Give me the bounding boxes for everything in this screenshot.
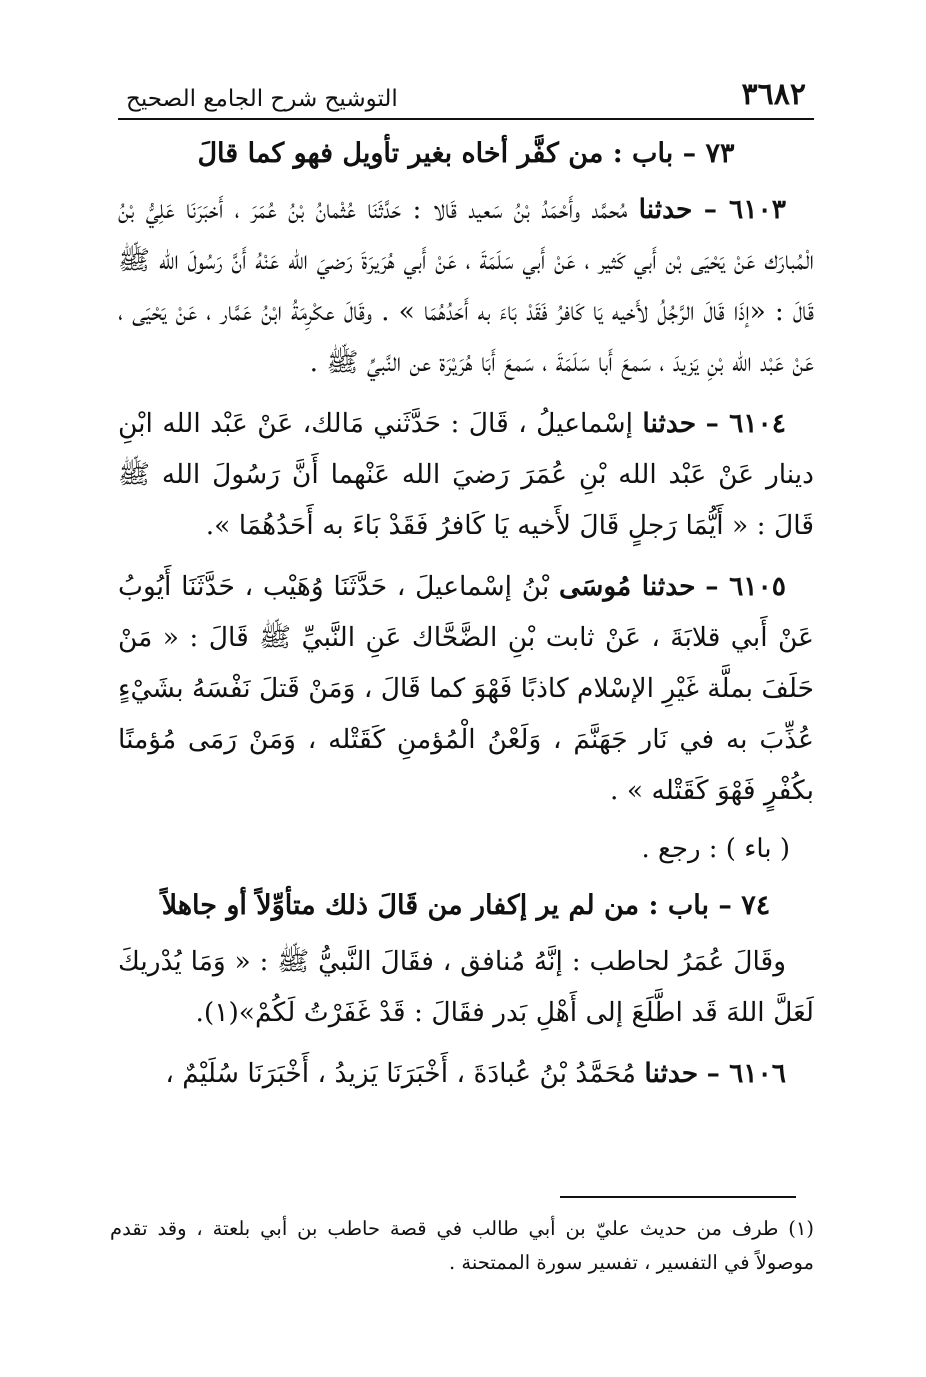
footnote-1: (١) طرف من حديث عليّ بن أبي طالب في قصة حاطب بن أبي بلعتة ، وقد تقدم موصولاً في التفسير ، تفسير سورة الممتحنة . bbox=[110, 1217, 814, 1274]
hadith-6105 bbox=[118, 561, 814, 816]
page-header bbox=[118, 60, 814, 120]
hadith-lead: حدثنا bbox=[642, 408, 697, 439]
hadith-text: إسْماعيلُ ، قَالَ : حَدَّثَني مَالك، عَنْ عَبْد الله ابْنِ دينار عَنْ عَبْد الله بْنِ عُمَرَ رَضيَ الله عَنْهما أَنَّ رَسُولَ الله ﷺ قَالَ : « أَيُّمَا رَجلٍ قَالَ لأَخيه يَا كَافرُ فَقَدْ بَاءَ به أَحَدُهُمَا ». bbox=[118, 408, 814, 541]
chapter-heading-74: ٧٤ – باب : من لم ير إكفار من قَالَ ذلك متأوِّلاً أو جاهلاً bbox=[161, 890, 771, 921]
hadith-6104 bbox=[118, 398, 814, 551]
hadith-number: ٦١٠٥ – bbox=[705, 571, 786, 602]
hadith-text: مُحمَّد وأَحْمَدُ بْنُ سَعيد قَالا : حَدَّثَنَا عُثْمانُ بْنُ عُمَرَ ، أَخبَرَنَا عَلِيُّ بْنُ الْمُبارَك عَنْ يَحْيَى بْن أَبي كَثير ، عَنْ أَبي سَلَمَةَ ، عَنْ أَبي هُرَيرَةَ رَضيَ الله عَنْهُ أَنَّ رَسُولَ الله ﷺ قَالَ : «إذَا قَالَ الرَّجُلُ لأَخيه يَا كَافرُ فَقَدْ بَاءَ به أَحَدُهُمَا » . وقَالَ عكْرِمَةُ ابْنُ عَمَّار ، عَنْ يَحْيَى ، عَنْ عَبْد الله بْنِ يَزيدَ ، سَمعَ أَبا سَلَمَةَ ، سَمعَ أَبَا هُرَيْرَة عن النَّبيِّ ﷺ . bbox=[118, 194, 814, 378]
hadith-number: ٦١٠٦ – bbox=[706, 1058, 786, 1089]
running-title: التوشيح شرح الجامع الصحيح bbox=[126, 86, 398, 112]
hadith-text: بْنُ إسْماعيلَ ، حَدَّثَنَا وُهَيْب ، حَدَّثَنَا أَيُوبُ عَنْ أَبي قلابَةَ ، عَنْ ثابت بْنِ الضَّحَّاك عَنِ النَّبيِّ ﷺ قَالَ : « مَنْ حَلَفَ بملَّة غَيْرِ الإسْلام كاذبًا فَهْوَ كما قَالَ ، وَمَنْ قَتلَ نَفْسَهُ بشَيْءٍ عُذِّبَ به في نَار جَهَنَّمَ ، وَلَعْنُ الْمُؤمنِ كَقَتْله ، وَمَنْ رَمَى مُؤمنًا بكُفْرٍ فَهْوَ كَقَتْله » . bbox=[118, 571, 814, 806]
hadith-lead: حدثنا bbox=[644, 1058, 699, 1089]
page-number: ٣٦٨٢ bbox=[741, 77, 806, 112]
main-text bbox=[118, 128, 814, 1099]
hadith-lead: حدثنا bbox=[638, 194, 693, 225]
chapter-heading-73: ٧٣ – باب : من كفَّر أخاه بغير تأويل فهو كما قالَ bbox=[197, 138, 735, 169]
hadith-number: ٦١٠٣ – bbox=[703, 194, 786, 225]
hadith-6103 bbox=[118, 184, 814, 388]
chapter-74-intro: وقَالَ عُمَرُ لحاطب : إنَّهُ مُنافق ، فقَالَ النَّبيُّ ﷺ : « وَمَا يُدْريكَ لَعَلَّ اللهَ قَد اطَّلَعَ إلى أَهْلِ بَدر فقَالَ : قَدْ غَفَرْتُ لَكُمْ»(١). bbox=[118, 946, 814, 1028]
hadith-6106 bbox=[118, 1048, 814, 1099]
hadith-lead: حدثنا مُوسَى bbox=[559, 571, 696, 602]
hadith-text: مُحَمَّدُ بْنُ عُبادَةَ ، أَخْبَرَنَا يَزيدُ ، أَخْبَرَنَا سُلَيْمٌ ، bbox=[165, 1058, 636, 1089]
hadith-number: ٦١٠٤ – bbox=[705, 408, 786, 439]
footnote-divider bbox=[560, 1196, 796, 1198]
word-gloss-baa: ( باء ) : رجع . bbox=[641, 834, 790, 864]
